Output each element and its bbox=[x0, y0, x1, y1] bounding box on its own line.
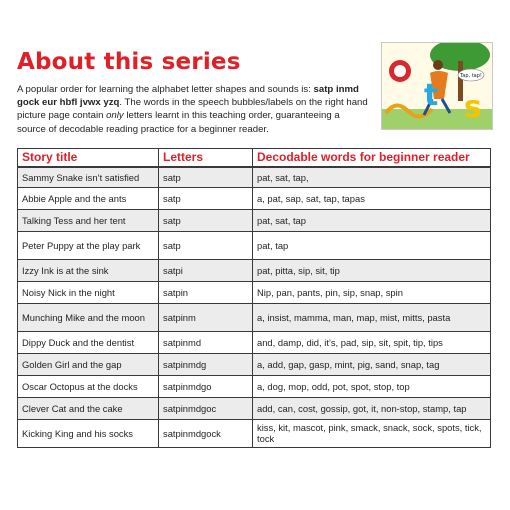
table-row bbox=[18, 281, 491, 303]
speech-bubble: Tap, tap! bbox=[460, 73, 482, 79]
header-decodable-words: Decodable words for beginner reader bbox=[253, 149, 491, 168]
letters-cell: satp bbox=[159, 209, 253, 231]
story-title-cell: Clever Cat and the cake bbox=[18, 397, 159, 419]
table-row bbox=[18, 167, 491, 187]
emphasis-only: only bbox=[106, 110, 124, 122]
story-title-cell: Talking Tess and her tent bbox=[18, 209, 159, 231]
words-cell: and, damp, did, it’s, pad, sip, sit, spit, tip, tips bbox=[253, 331, 491, 353]
table-row bbox=[18, 231, 491, 259]
page-title: About this series bbox=[17, 49, 241, 75]
words-cell: a, insist, mamma, man, map, mist, mitts, pasta bbox=[253, 303, 491, 331]
letters-cell: satpinmdgo bbox=[159, 375, 253, 397]
story-title-cell: Izzy Ink is at the sink bbox=[18, 259, 159, 281]
words-cell: pat, sat, tap bbox=[253, 209, 491, 231]
series-table bbox=[17, 148, 491, 448]
table-row bbox=[18, 187, 491, 209]
intro-text-3: letters learnt in this teaching order, guaranteeing a source of decodable reading practice for a beginner reader. bbox=[17, 110, 340, 135]
words-cell: pat, sat, tap, bbox=[253, 167, 491, 187]
letters-cell: satpinmdgoc bbox=[159, 397, 253, 419]
letters-cell: satpi bbox=[159, 259, 253, 281]
story-title-cell: Peter Puppy at the play park bbox=[18, 231, 159, 259]
letter-s-glyph: s bbox=[464, 90, 482, 125]
story-title-cell: Dippy Duck and the dentist bbox=[18, 331, 159, 353]
letters-cell: satpinmd bbox=[159, 331, 253, 353]
words-cell: kiss, kit, mascot, pink, smack, snack, sock, spots, tick, tock bbox=[253, 419, 491, 447]
letters-cell: satpinm bbox=[159, 303, 253, 331]
story-title-cell: Sammy Snake isn’t satisfied bbox=[18, 167, 159, 187]
letter-order: satp inmd gock eur hbfl jvwx yzq bbox=[17, 84, 359, 109]
table-row bbox=[18, 303, 491, 331]
table-row bbox=[18, 375, 491, 397]
story-title-cell: Noisy Nick in the night bbox=[18, 281, 159, 303]
story-title-cell: Golden Girl and the gap bbox=[18, 353, 159, 375]
letters-cell: satpinmdgock bbox=[159, 419, 253, 447]
intro-text-2: . The words in the speech bubbles/labels on the right hand picture page contain bbox=[17, 97, 368, 122]
letter-t-glyph: t bbox=[424, 78, 439, 113]
letters-cell: satp bbox=[159, 187, 253, 209]
story-title-cell: Munching Mike and the moon bbox=[18, 303, 159, 331]
letters-cell: satpin bbox=[159, 281, 253, 303]
table-row bbox=[18, 331, 491, 353]
words-cell: a, add, gap, gasp, mint, pig, sand, snap, tag bbox=[253, 353, 491, 375]
words-cell: a, pat, sap, sat, tap, tapas bbox=[253, 187, 491, 209]
words-cell: add, can, cost, gossip, got, it, non-stop, stamp, tap bbox=[253, 397, 491, 419]
table-row bbox=[18, 259, 491, 281]
series-illustration bbox=[381, 42, 493, 130]
intro-text-1: A popular order for learning the alphabet letter shapes and sounds is: bbox=[17, 84, 314, 95]
intro-paragraph bbox=[17, 83, 369, 136]
letters-cell: satp bbox=[159, 231, 253, 259]
letters-cell: satp bbox=[159, 167, 253, 187]
letters-cell: satpinmdg bbox=[159, 353, 253, 375]
words-cell: pat, pitta, sip, sit, tip bbox=[253, 259, 491, 281]
table-row bbox=[18, 353, 491, 375]
table-header-row bbox=[18, 149, 491, 168]
header-story-title: Story title bbox=[18, 149, 159, 168]
story-title-cell: Abbie Apple and the ants bbox=[18, 187, 159, 209]
table-row bbox=[18, 419, 491, 447]
words-cell: a, dog, mop, odd, pot, spot, stop, top bbox=[253, 375, 491, 397]
story-title-cell: Oscar Octopus at the docks bbox=[18, 375, 159, 397]
table-row bbox=[18, 397, 491, 419]
illustration-art bbox=[382, 43, 492, 129]
table-row bbox=[18, 209, 491, 231]
story-title-cell: Kicking King and his socks bbox=[18, 419, 159, 447]
header-letters: Letters bbox=[159, 149, 253, 168]
words-cell: Nip, pan, pants, pin, sip, snap, spin bbox=[253, 281, 491, 303]
words-cell: pat, tap bbox=[253, 231, 491, 259]
